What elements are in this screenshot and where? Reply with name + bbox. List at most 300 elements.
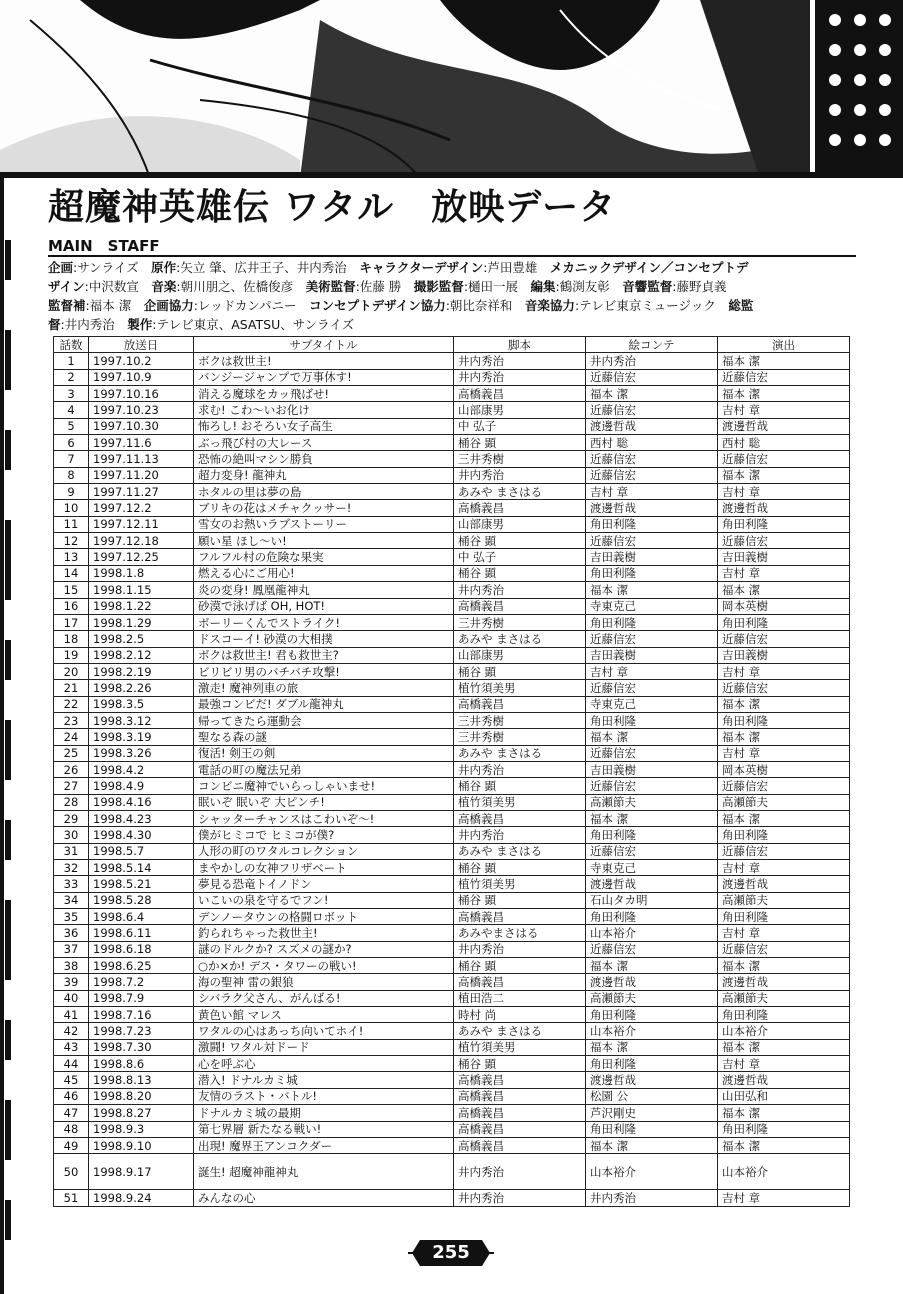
credit-names: :テレビ東京ミュージック [574, 298, 729, 313]
director-cell: 吉村 章 [718, 925, 850, 941]
air-date-cell: 1998.1.29 [89, 614, 194, 630]
subtitle-cell: 眠いぞ 眠いぞ 大ピンチ! [194, 794, 454, 810]
air-date-cell: 1998.7.2 [89, 974, 194, 990]
subtitle-cell: 釣られちゃった救世主! [194, 925, 454, 941]
storyboard-cell: 寺東克己 [586, 696, 718, 712]
subtitle-cell: 謎のドルクか? スズメの謎か? [194, 941, 454, 957]
episode-number-cell: 10 [54, 500, 89, 516]
air-date-cell: 1998.3.19 [89, 729, 194, 745]
storyboard-cell: 松園 公 [586, 1088, 718, 1104]
episode-number-cell: 25 [54, 745, 89, 761]
broadcast-data-table [53, 336, 849, 1207]
director-cell: 吉田義樹 [718, 549, 850, 565]
episode-number-cell: 36 [54, 925, 89, 941]
director-cell: 近藤信宏 [718, 941, 850, 957]
table-row [54, 974, 850, 990]
table-row [54, 1190, 850, 1206]
storyboard-cell: 近藤信宏 [586, 631, 718, 647]
storyboard-cell: 近藤信宏 [586, 745, 718, 761]
storyboard-cell: 渡邊哲哉 [586, 876, 718, 892]
script-cell: 高橋義昌 [454, 974, 586, 990]
episode-number-cell: 1 [54, 353, 89, 369]
storyboard-cell: 高瀬節夫 [586, 794, 718, 810]
subtitle-cell: 電話の町の魔法兄弟 [194, 761, 454, 777]
staff-credits [48, 258, 856, 334]
subtitle-cell: ブリキの花はメチャクッサー! [194, 500, 454, 516]
episode-number-cell: 31 [54, 843, 89, 859]
storyboard-cell: 石山タカ明 [586, 892, 718, 908]
script-cell: 井内秀治 [454, 353, 586, 369]
credit-role: コンセプトデザイン協力 [309, 298, 446, 313]
table-row [54, 1088, 850, 1104]
script-cell: 植竹須美男 [454, 1039, 586, 1055]
episode-number-cell: 22 [54, 696, 89, 712]
director-cell: 福本 潔 [718, 353, 850, 369]
air-date-cell: 1998.3.12 [89, 712, 194, 728]
episode-number-cell: 41 [54, 1007, 89, 1023]
storyboard-cell: 井内秀治 [586, 1190, 718, 1206]
subtitle-cell: シャッターチャンスはこわいぞ～! [194, 810, 454, 826]
subtitle-cell: 消える魔球をカッ飛ばせ! [194, 386, 454, 402]
storyboard-cell: 角田利隆 [586, 565, 718, 581]
director-cell: 吉村 章 [718, 663, 850, 679]
subtitle-cell: 超力変身! 龍神丸 [194, 467, 454, 483]
episode-number-cell: 2 [54, 369, 89, 385]
episode-number-cell: 51 [54, 1190, 89, 1206]
table-row [54, 729, 850, 745]
air-date-cell: 1998.9.3 [89, 1121, 194, 1137]
left-edge-pattern [0, 0, 14, 1294]
storyboard-cell: 角田利隆 [586, 516, 718, 532]
script-cell: 高橋義昌 [454, 810, 586, 826]
episode-number-cell: 35 [54, 909, 89, 925]
air-date-cell: 1998.9.17 [89, 1154, 194, 1190]
episode-number-cell: 32 [54, 860, 89, 876]
storyboard-cell: 福本 潔 [586, 810, 718, 826]
air-date-cell: 1998.6.25 [89, 958, 194, 974]
storyboard-cell: 吉田義樹 [586, 761, 718, 777]
episode-number-cell: 8 [54, 467, 89, 483]
credit-role: 編集 [530, 279, 556, 294]
credit-names: :芦田豊雄 [483, 260, 550, 275]
director-cell: 渡邊哲哉 [718, 1072, 850, 1088]
subtitle-cell: 僕がヒミコで ヒミコが僕? [194, 827, 454, 843]
storyboard-cell: 近藤信宏 [586, 680, 718, 696]
credit-names: :井内秀治 [60, 317, 128, 332]
table-row [54, 860, 850, 876]
script-cell: 井内秀治 [454, 761, 586, 777]
air-date-cell: 1998.1.8 [89, 565, 194, 581]
director-cell: 吉村 章 [718, 484, 850, 500]
storyboard-cell: 角田利隆 [586, 827, 718, 843]
air-date-cell: 1998.7.23 [89, 1023, 194, 1039]
subtitle-cell: 第七界層 新たなる戦い! [194, 1121, 454, 1137]
subtitle-cell: 人形の町のワタルコレクション [194, 843, 454, 859]
director-cell: 吉村 章 [718, 860, 850, 876]
storyboard-cell: 吉田義樹 [586, 549, 718, 565]
air-date-cell: 1997.10.2 [89, 353, 194, 369]
table-row [54, 876, 850, 892]
storyboard-cell: 山本裕介 [586, 925, 718, 941]
episode-number-cell: 34 [54, 892, 89, 908]
table-row [54, 761, 850, 777]
table-row [54, 990, 850, 1006]
storyboard-cell: 渡邊哲哉 [586, 500, 718, 516]
episode-number-cell: 6 [54, 435, 89, 451]
director-cell: 角田利隆 [718, 712, 850, 728]
air-date-cell: 1997.10.9 [89, 369, 194, 385]
table-row [54, 1105, 850, 1121]
episode-number-cell: 30 [54, 827, 89, 843]
subtitle-cell: ドスコーイ! 砂漠の大相撲 [194, 631, 454, 647]
credit-line [48, 258, 856, 277]
director-cell: 渡邊哲哉 [718, 500, 850, 516]
credit-role: 督 [48, 317, 61, 332]
subtitle-cell: ホタルの里は夢の島 [194, 484, 454, 500]
storyboard-cell: 山本裕介 [586, 1023, 718, 1039]
air-date-cell: 1998.3.5 [89, 696, 194, 712]
subtitle-cell: 燃える心にご用心! [194, 565, 454, 581]
episode-number-cell: 21 [54, 680, 89, 696]
air-date-cell: 1998.4.2 [89, 761, 194, 777]
director-cell: 角田利隆 [718, 1121, 850, 1137]
storyboard-cell: 近藤信宏 [586, 467, 718, 483]
table-row [54, 696, 850, 712]
director-cell: 福本 潔 [718, 582, 850, 598]
storyboard-cell: 西村 聡 [586, 435, 718, 451]
subtitle-cell: 雪女のお熱いラブストーリー [194, 516, 454, 532]
table-header-row [54, 337, 850, 353]
air-date-cell: 1998.5.28 [89, 892, 194, 908]
storyboard-cell: 近藤信宏 [586, 941, 718, 957]
table-row [54, 467, 850, 483]
table-row [54, 1121, 850, 1137]
director-cell: 西村 聡 [718, 435, 850, 451]
air-date-cell: 1997.12.18 [89, 533, 194, 549]
storyboard-cell: 福本 潔 [586, 958, 718, 974]
subtitle-cell: ぶっ飛び村の大レース [194, 435, 454, 451]
storyboard-cell: 山本裕介 [586, 1154, 718, 1190]
air-date-cell: 1998.2.19 [89, 663, 194, 679]
air-date-cell: 1997.10.16 [89, 386, 194, 402]
subtitle-cell: 激走! 魔神列車の旅 [194, 680, 454, 696]
episode-number-cell: 45 [54, 1072, 89, 1088]
director-cell: 近藤信宏 [718, 451, 850, 467]
air-date-cell: 1997.11.27 [89, 484, 194, 500]
director-cell: 山田弘和 [718, 1088, 850, 1104]
header-script: 脚本 [454, 337, 586, 353]
director-cell: 高瀬節夫 [718, 892, 850, 908]
credit-role: 製作 [127, 317, 153, 332]
storyboard-cell: 角田利隆 [586, 1121, 718, 1137]
table-row [54, 484, 850, 500]
subtitle-cell: 求む! こわ～いお化け [194, 402, 454, 418]
director-cell: 福本 潔 [718, 1137, 850, 1153]
subtitle-cell: ボクは救世主! [194, 353, 454, 369]
table-row [54, 1007, 850, 1023]
subtitle-cell: 願い星 ほし～い! [194, 533, 454, 549]
episode-number-cell: 5 [54, 418, 89, 434]
credit-names: :朝比奈祥和 [445, 298, 525, 313]
script-cell: 高橋義昌 [454, 1137, 586, 1153]
script-cell: 山部康男 [454, 516, 586, 532]
subtitle-cell: ボーリーくんでストライク! [194, 614, 454, 630]
script-cell: 桶谷 顕 [454, 778, 586, 794]
air-date-cell: 1998.8.27 [89, 1105, 194, 1121]
subtitle-cell: まやかしの女神フリザベート [194, 860, 454, 876]
script-cell: 高橋義昌 [454, 598, 586, 614]
script-cell: あみや まさはる [454, 631, 586, 647]
subtitle-cell: 誕生! 超魔神龍神丸 [194, 1154, 454, 1190]
subtitle-cell: 最強コンビだ! ダブル龍神丸 [194, 696, 454, 712]
episode-number-cell: 19 [54, 647, 89, 663]
director-cell: 吉村 章 [718, 745, 850, 761]
storyboard-cell: 吉田義樹 [586, 647, 718, 663]
subtitle-cell: 激闘! ワタル対ドード [194, 1039, 454, 1055]
air-date-cell: 1998.2.12 [89, 647, 194, 663]
episode-number-cell: 48 [54, 1121, 89, 1137]
credit-role: メカニックデザイン／コンセプトデ [549, 260, 749, 275]
subtitle-cell: 炎の変身! 鳳凰龍神丸 [194, 582, 454, 598]
table-row [54, 418, 850, 434]
header-subtitle: サブタイトル [194, 337, 454, 353]
table-row [54, 1056, 850, 1072]
director-cell: 近藤信宏 [718, 680, 850, 696]
director-cell: 吉村 章 [718, 565, 850, 581]
table-row [54, 369, 850, 385]
director-cell: 近藤信宏 [718, 778, 850, 794]
storyboard-cell: 渡邊哲哉 [586, 1072, 718, 1088]
director-cell: 吉田義樹 [718, 647, 850, 663]
subtitle-cell: ビリビリ男のバチバチ攻撃! [194, 663, 454, 679]
storyboard-cell: 近藤信宏 [586, 451, 718, 467]
script-cell: 高橋義昌 [454, 1072, 586, 1088]
table-row [54, 778, 850, 794]
director-cell: 近藤信宏 [718, 369, 850, 385]
air-date-cell: 1998.2.5 [89, 631, 194, 647]
storyboard-cell: 渡邊哲哉 [586, 418, 718, 434]
subtitle-cell: 心を呼ぶ心 [194, 1056, 454, 1072]
table-row [54, 680, 850, 696]
director-cell: 渡邊哲哉 [718, 418, 850, 434]
air-date-cell: 1998.8.13 [89, 1072, 194, 1088]
script-cell: あみや まさはる [454, 484, 586, 500]
subtitle-cell: 海の聖神 雷の銀狼 [194, 974, 454, 990]
script-cell: 山部康男 [454, 402, 586, 418]
director-cell: 角田利隆 [718, 1007, 850, 1023]
air-date-cell: 1998.2.26 [89, 680, 194, 696]
storyboard-cell: 近藤信宏 [586, 369, 718, 385]
storyboard-cell: 井内秀治 [586, 353, 718, 369]
credit-role: ザイン [48, 279, 85, 294]
table-row [54, 712, 850, 728]
director-cell: 角田利隆 [718, 827, 850, 843]
script-cell: 中 弘子 [454, 418, 586, 434]
air-date-cell: 1998.9.10 [89, 1137, 194, 1153]
director-cell: 近藤信宏 [718, 631, 850, 647]
storyboard-cell: 近藤信宏 [586, 778, 718, 794]
air-date-cell: 1997.12.2 [89, 500, 194, 516]
air-date-cell: 1998.1.15 [89, 582, 194, 598]
script-cell: 桶谷 顕 [454, 860, 586, 876]
episode-number-cell: 29 [54, 810, 89, 826]
director-cell: 角田利隆 [718, 516, 850, 532]
air-date-cell: 1997.12.25 [89, 549, 194, 565]
storyboard-cell: 渡邊哲哉 [586, 974, 718, 990]
episode-number-cell: 3 [54, 386, 89, 402]
episode-number-cell: 24 [54, 729, 89, 745]
script-cell: 三井秀樹 [454, 451, 586, 467]
storyboard-cell: 角田利隆 [586, 712, 718, 728]
storyboard-cell: 角田利隆 [586, 1007, 718, 1023]
director-cell: 吉村 章 [718, 1056, 850, 1072]
director-cell: 渡邊哲哉 [718, 876, 850, 892]
script-cell: 高橋義昌 [454, 500, 586, 516]
table-row [54, 598, 850, 614]
director-cell: 吉村 章 [718, 402, 850, 418]
episode-number-cell: 33 [54, 876, 89, 892]
table-row [54, 1137, 850, 1153]
table-row [54, 745, 850, 761]
credit-role: 企画 [48, 260, 74, 275]
director-cell: 渡邊哲哉 [718, 974, 850, 990]
script-cell: 高橋義昌 [454, 1105, 586, 1121]
air-date-cell: 1998.5.14 [89, 860, 194, 876]
table-row [54, 353, 850, 369]
table-row [54, 1154, 850, 1190]
episode-number-cell: 14 [54, 565, 89, 581]
director-cell: 福本 潔 [718, 696, 850, 712]
table-row [54, 386, 850, 402]
script-cell: 三井秀樹 [454, 729, 586, 745]
script-cell: 桶谷 顕 [454, 435, 586, 451]
air-date-cell: 1998.4.23 [89, 810, 194, 826]
script-cell: 井内秀治 [454, 369, 586, 385]
credit-role: 音響監督 [622, 279, 673, 294]
subtitle-cell: 恐怖の絶叫マシン勝負 [194, 451, 454, 467]
storyboard-cell: 角田利隆 [586, 614, 718, 630]
table-row [54, 500, 850, 516]
air-date-cell: 1998.4.16 [89, 794, 194, 810]
director-cell: 福本 潔 [718, 958, 850, 974]
script-cell: 井内秀治 [454, 941, 586, 957]
credit-role: 撮影監督 [413, 279, 464, 294]
director-cell: 福本 潔 [718, 467, 850, 483]
subtitle-cell: 黄色い館 マレス [194, 1007, 454, 1023]
episode-number-cell: 27 [54, 778, 89, 794]
storyboard-cell: 福本 潔 [586, 729, 718, 745]
episode-number-cell: 38 [54, 958, 89, 974]
episode-number-cell: 15 [54, 582, 89, 598]
table-row [54, 647, 850, 663]
episode-number-cell: 28 [54, 794, 89, 810]
director-cell: 福本 潔 [718, 1039, 850, 1055]
director-cell: 福本 潔 [718, 729, 850, 745]
storyboard-cell: 寺東克己 [586, 860, 718, 876]
storyboard-cell: 角田利隆 [586, 1056, 718, 1072]
credit-names: :レッドカンパニー [193, 298, 310, 313]
subtitle-cell: コンビニ魔神でいらっしゃいませ! [194, 778, 454, 794]
storyboard-cell: 福本 潔 [586, 1039, 718, 1055]
subtitle-cell: ボクは救世主! 君も救世主? [194, 647, 454, 663]
episode-number-cell: 11 [54, 516, 89, 532]
air-date-cell: 1998.8.20 [89, 1088, 194, 1104]
episode-number-cell: 9 [54, 484, 89, 500]
header-air-date: 放送日 [89, 337, 194, 353]
episode-number-cell: 23 [54, 712, 89, 728]
episode-number-cell: 26 [54, 761, 89, 777]
director-cell: 山本裕介 [718, 1023, 850, 1039]
script-cell: 桶谷 顕 [454, 892, 586, 908]
storyboard-cell: 角田利隆 [586, 909, 718, 925]
script-cell: 桶谷 顕 [454, 663, 586, 679]
director-cell: 福本 潔 [718, 810, 850, 826]
credit-role: 音楽協力 [524, 298, 575, 313]
table-row [54, 1023, 850, 1039]
director-cell: 角田利隆 [718, 909, 850, 925]
subtitle-cell: 友情のラスト・バトル! [194, 1088, 454, 1104]
subtitle-cell: 砂漠で泳げば OH, HOT! [194, 598, 454, 614]
air-date-cell: 1997.11.20 [89, 467, 194, 483]
air-date-cell: 1998.6.11 [89, 925, 194, 941]
table-row [54, 435, 850, 451]
script-cell: 高橋義昌 [454, 909, 586, 925]
main-staff-label: MAIN STAFF [48, 237, 160, 255]
director-cell: 近藤信宏 [718, 533, 850, 549]
director-cell: 岡本英樹 [718, 761, 850, 777]
air-date-cell: 1998.5.7 [89, 843, 194, 859]
air-date-cell: 1998.4.30 [89, 827, 194, 843]
subtitle-cell: デンノータウンの格闘ロボット [194, 909, 454, 925]
subtitle-cell: ワタルの心はあっち向いてホイ! [194, 1023, 454, 1039]
credit-names: :藤野貞義 [672, 279, 727, 294]
header-director: 演出 [718, 337, 850, 353]
table-row [54, 941, 850, 957]
credit-role: 音楽 [151, 279, 177, 294]
air-date-cell: 1998.1.22 [89, 598, 194, 614]
subtitle-cell: ドナルカミ城の最期 [194, 1105, 454, 1121]
episode-number-cell: 43 [54, 1039, 89, 1055]
subtitle-cell: 聖なる森の謎 [194, 729, 454, 745]
script-cell: 高橋義昌 [454, 696, 586, 712]
credit-role: 総監 [728, 298, 754, 313]
director-cell: 山本裕介 [718, 1154, 850, 1190]
subtitle-cell: シバラク父さん、がんばる! [194, 990, 454, 1006]
table-row [54, 925, 850, 941]
episode-number-cell: 7 [54, 451, 89, 467]
storyboard-cell: 高瀬節夫 [586, 990, 718, 1006]
episode-number-cell: 49 [54, 1137, 89, 1153]
table-row [54, 810, 850, 826]
storyboard-cell: 福本 潔 [586, 1137, 718, 1153]
air-date-cell: 1998.3.26 [89, 745, 194, 761]
script-cell: 植竹須美男 [454, 680, 586, 696]
script-cell: 高橋義昌 [454, 1088, 586, 1104]
table-row [54, 565, 850, 581]
subtitle-cell: いこいの泉を守るでフン! [194, 892, 454, 908]
air-date-cell: 1998.8.6 [89, 1056, 194, 1072]
header-illustration [0, 0, 903, 178]
credit-names: :中沢数宣 [84, 279, 152, 294]
director-cell: 福本 潔 [718, 386, 850, 402]
script-cell: 植竹須美男 [454, 794, 586, 810]
credit-names: :鶴渕友彰 [555, 279, 623, 294]
divider [48, 255, 856, 257]
storyboard-cell: 近藤信宏 [586, 843, 718, 859]
episode-number-cell: 40 [54, 990, 89, 1006]
page-number: 255 [432, 1242, 470, 1263]
header-episode: 話数 [54, 337, 89, 353]
